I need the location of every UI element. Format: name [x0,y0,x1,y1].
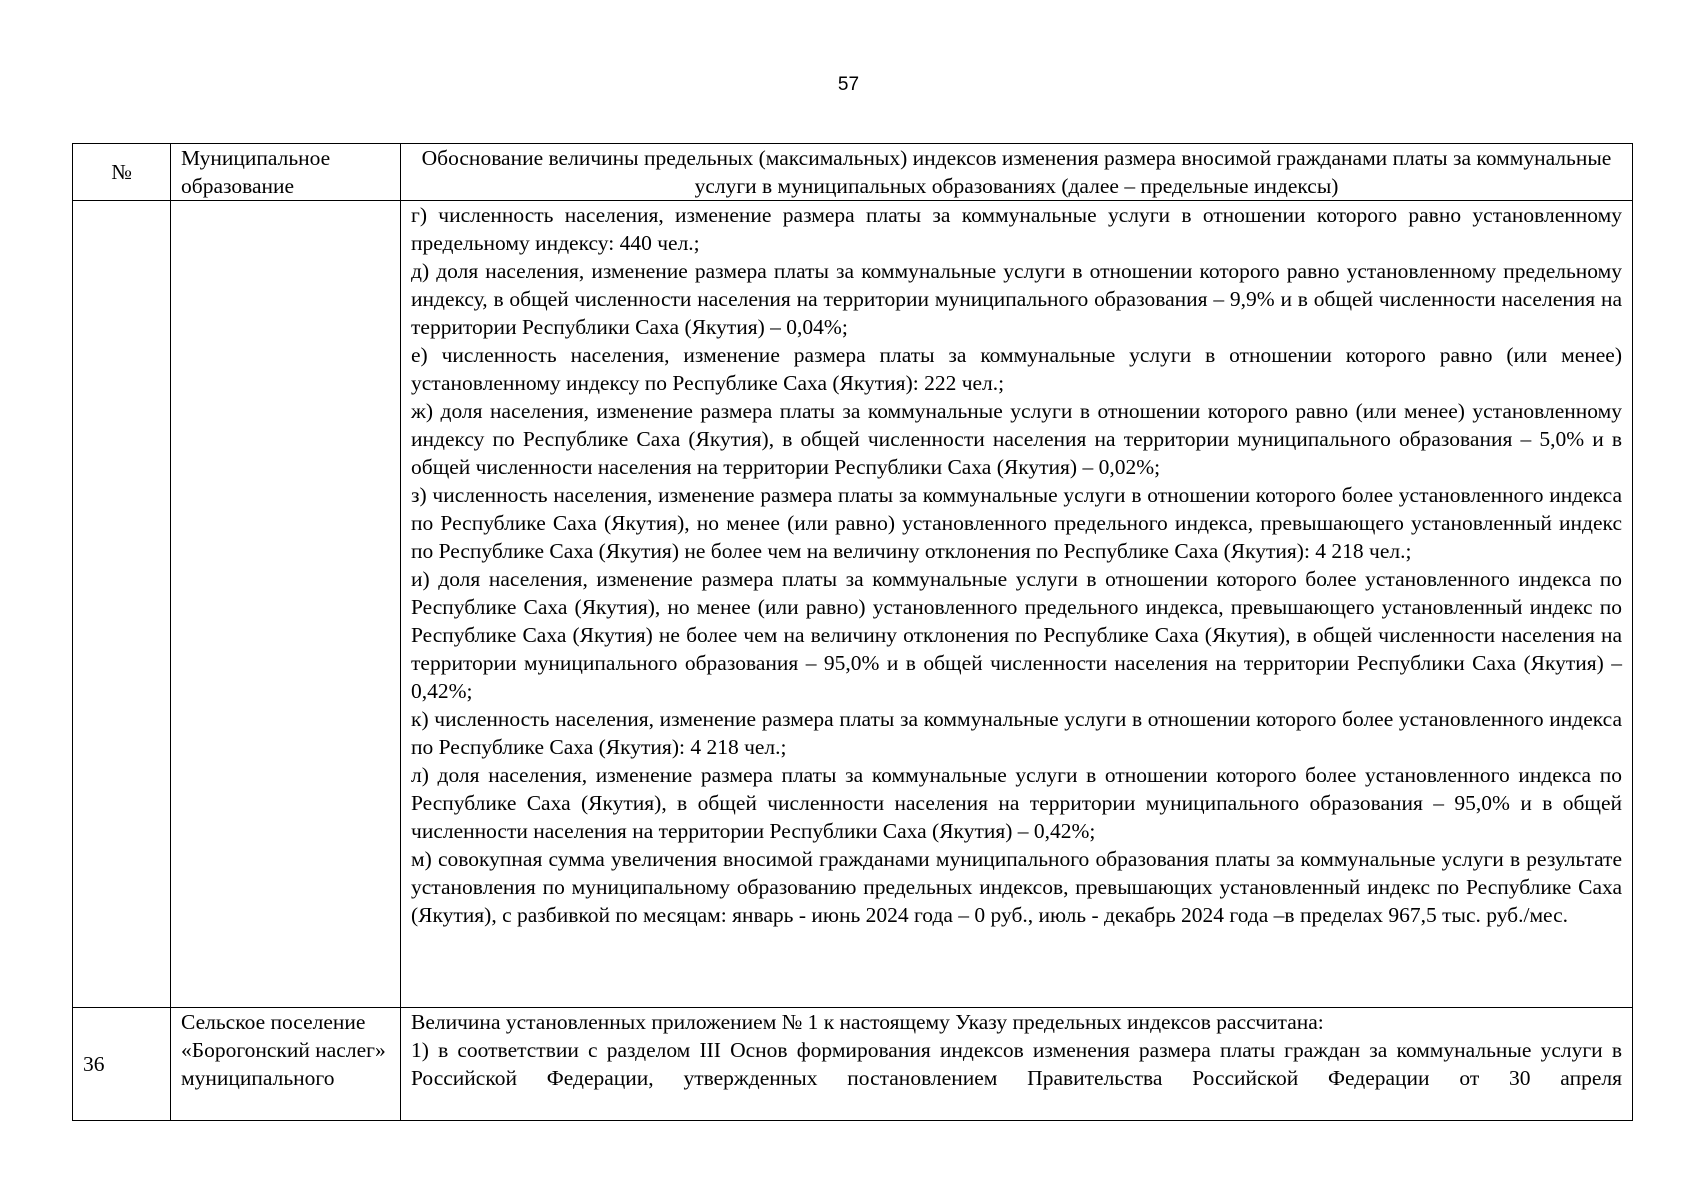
paragraph-l: л) доля населения, изменение размера платы за коммунальные услуги в отношении которого более установленного индекса по Республике Саха (Якутия), в общей численности населения на территории муниципального образования – 95,0% и в общей численности населения на территории Республики Саха (Якутия) – 0,42%; [411,763,1622,843]
paragraph-d: д) доля населения, изменение размера платы за коммунальные услуги в отношении которого равно установленному предельному индексу, в общей численности населения на территории муниципального образования – 9,9% и в общей численности населения на территории Республики Саха (Якутия) – 0,04%; [411,259,1622,339]
paragraph-intro: Величина установленных приложением № 1 к настоящему Указу предельных индексов рассчитана: [411,1010,1324,1034]
paragraph-z: з) численность населения, изменение размера платы за коммунальные услуги в отношении которого более установленного индекса по Республике Саха (Якутия), но менее (или равно) установленного предельного индекса, превышающего установленный индекс по Республике Саха (Якутия) не более чем на величину отклонения по Республике Саха (Якутия): 4 218 чел.; [411,483,1622,563]
paragraph-1: 1) в соответствии с разделом III Основ формирования индексов изменения размера платы граждан за коммунальные услуги в Российской Федерации, утвержденных постановлением Правительства Российской Федерации от 30 апреля [411,1038,1622,1090]
paragraph-i: и) доля населения, изменение размера платы за коммунальные услуги в отношении которого более установленного индекса по Республике Саха (Якутия), но менее (или равно) установленного предельного индекса, превышающего установленный индекс по Республике Саха (Якутия) не более чем на величину отклонения по Республике Саха (Якутия), в общей численности населения на территории муниципального образования – 95,0% и в общей численности населения на территории Республики Саха (Якутия) – 0,42%; [411,567,1622,703]
header-justification: Обоснование величины предельных (максимальных) индексов изменения размера вносимой гражданами платы за коммунальные услуги в муниципальных образованиях (далее – предельные индексы) [401,144,1633,201]
row-number-cell: 36 [73,1008,171,1121]
indices-table [72,143,1633,1121]
paragraph-g: г) численность населения, изменение размера платы за коммунальные услуги в отношении которого равно установленному предельному индексу: 440 чел.; [411,203,1622,255]
header-municipality: Муниципальное образование [171,144,401,201]
row-municipality-cell [171,201,401,1008]
header-number: № [73,144,171,201]
row-number-cell [73,201,171,1008]
paragraph-m: м) совокупная сумма увеличения вносимой гражданами муниципального образования платы за коммунальные услуги в результате установления по муниципальному образованию предельных индексов, превышающих установленный индекс по Республике Саха (Якутия), с разбивкой по месяцам: январь - июнь 2024 года – 0 руб., июль - декабрь 2024 года –в пределах 967,5 тыс. руб./мес. [411,847,1622,927]
row-municipality-cell: Сельское поселение «Борогонский наслег» муниципального [171,1008,401,1121]
paragraph-k: к) численность населения, изменение размера платы за коммунальные услуги в отношении которого более установленного индекса по Республике Саха (Якутия): 4 218 чел.; [411,707,1622,759]
row-justification-cell [401,201,1633,1008]
paragraph-zh: ж) доля населения, изменение размера платы за коммунальные услуги в отношении которого равно (или менее) установленному индексу по Республике Саха (Якутия), в общей численности населения на территории муниципального образования – 5,0% и в общей численности населения на территории Республики Саха (Якутия) – 0,02%; [411,399,1622,479]
paragraph-e: е) численность населения, изменение размера платы за коммунальные услуги в отношении которого равно (или менее) установленному индексу по Республике Саха (Якутия): 222 чел.; [411,343,1622,395]
row-justification-cell [401,1008,1633,1121]
table-row [73,1008,1633,1121]
page-number: 57 [837,74,860,95]
table-row [73,201,1633,1008]
table-header-row [73,144,1633,201]
